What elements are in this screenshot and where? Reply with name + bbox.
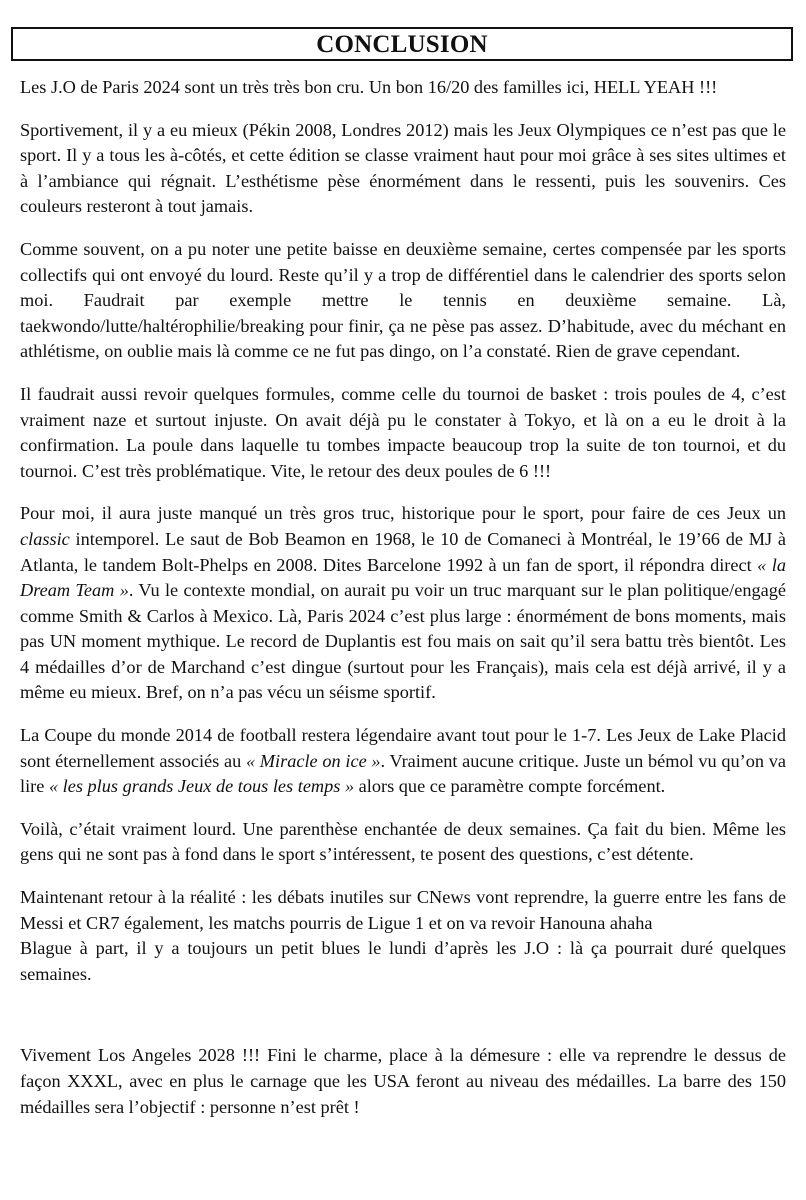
paragraph-5 (20, 501, 786, 706)
paragraph-4: Il faudrait aussi revoir quelques formules, comme celle du tournoi de basket : trois poules de 4, c’est vraiment naze et surtout injuste. On avait déjà pu le constater à Tokyo, et là on a eu le droit à la confirmation. La poule dans laquelle tu tombes impacte beaucoup trop la suite de ton tournoi, et du tournoi. C’est très problématique. Vite, le retour des deux poules de 6 !!! (20, 383, 786, 481)
paragraph-6-text: La Coupe du monde 2014 de football restera légendaire avant tout pour le 1-7. Les Jeux de Lake Placid sont éternellement associés au (20, 725, 786, 771)
paragraph-5-text: intemporel. Le saut de Bob Beamon en 1968, le 10 de Comaneci à Montréal, le 19’66 de MJ à Atlanta, le tandem Bolt-Phelps en 2008. Dites Barcelone 1992 à un fan de sport, il répondra direct (20, 528, 786, 575)
paragraph-8 (20, 885, 786, 987)
paragraph-5-text: Pour moi, il aura juste manqué un très gros truc, historique pour le sport, pour faire de ces Jeux un (20, 503, 786, 524)
paragraph-2: Sportivement, il y a eu mieux (Pékin 2008, Londres 2012) mais les Jeux Olympiques ce n’est pas que le sport. Il y a tous les à-côtés, et cette édition se classe vraiment haut pour moi grâce à ses sites ultimes et à l’ambiance qui régnait. L’esthétisme pèse énormément dans le ressenti, puis les souvenirs. Ces couleurs resteront à tout jamais. (20, 119, 786, 217)
paragraph-8-line-2: Blague à part, il y a toujours un petit blues le lundi d’après les J.O : là ça pourrait duré quelques semaines. (20, 938, 786, 984)
paragraph-3: Comme souvent, on a pu noter une petite baisse en deuxième semaine, certes compensée par les sports collectifs qui ont envoyé du lourd. Reste qu’il y a trop de différentiel dans le calendrier des sports selon moi. Faudrait par exemple mettre le tennis en deuxième semaine. Là, taekwondo/lutte/haltérophilie/breaking pour finir, ça ne pèse pas assez. D’habitude, avec du méchant en athlétisme, on oublie mais là comme ce ne fut pas dingo, on l’a constaté. Rien de grave cependant. (20, 238, 786, 362)
paragraph-9: Vivement Los Angeles 2028 !!! Fini le charme, place à la démesure : elle va reprendre le dessus de façon XXXL, avec en plus le carnage que les USA feront au niveau des médailles. La barre des 150 médailles sera l’objectif : personne n’est prêt ! (20, 1045, 786, 1117)
paragraph-6-italic-miracle: « Miracle on ice » (245, 750, 381, 771)
paragraph-5-text: . Vu le contexte mondial, on aurait pu voir un truc marquant sur le plan politique/engagé comme Smith & Carlos à Mexico. Là, Paris 2024 c’est plus large : énormément de bons moments, mais pas UN moment mythique. Le record de Duplantis est fou mais on sait qu’il sera battu très bientôt. Les 4 médailles d’or de Marchand c’est dingue (surtout pour les Français), mais cela est déjà arrivé, il y a même eu mieux. Bref, on n’a pas vécu un séisme sportif. (20, 580, 786, 703)
document-body (20, 75, 786, 1137)
paragraph-5-italic-classic: classic (20, 528, 70, 549)
paragraph-6-italic-quote: « les plus grands Jeux de tous les temps » (48, 776, 355, 797)
paragraph-5-italic-dream-team: « la Dream Team » (20, 554, 786, 601)
page-title: CONCLUSION (316, 30, 488, 58)
paragraph-7: Voilà, c’était vraiment lourd. Une parenthèse enchantée de deux semaines. Ça fait du bien. Même les gens qui ne sont pas à fond dans le sport s’intéressent, te posent des questions, c’est détente. (20, 818, 786, 865)
paragraph-6 (20, 723, 786, 800)
paragraph-6-text: . Vraiment aucune critique. Juste un bémol vu qu’on va lire (20, 750, 786, 797)
paragraph-8-line-1: Maintenant retour à la réalité : les débats inutiles sur CNews vont reprendre, la guerre entre les fans de Messi et CR7 également, les matchs pourris de Ligue 1 et on va revoir Hanouna ahaha (20, 887, 786, 933)
paragraph-6-text: alors que ce paramètre compte forcément. (354, 776, 666, 797)
paragraph-1: Les J.O de Paris 2024 sont un très très bon cru. Un bon 16/20 des familles ici, HELL YEAH !!! (20, 77, 718, 97)
title-box (11, 27, 793, 61)
